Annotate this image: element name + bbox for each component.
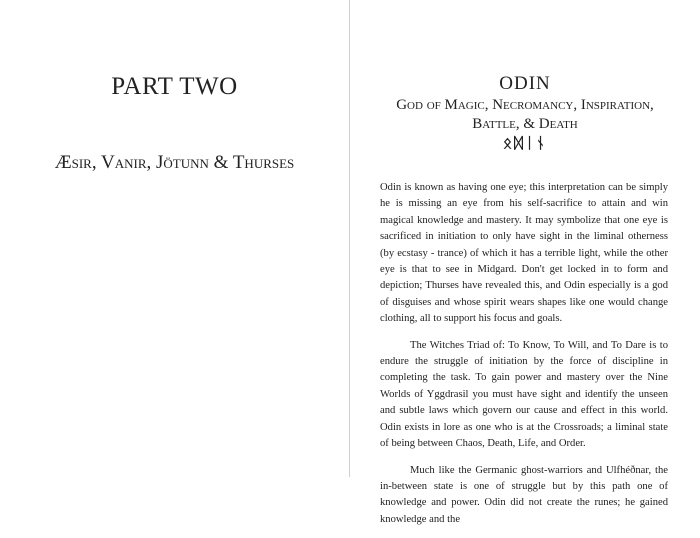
left-page <box>0 0 349 477</box>
body-paragraph: Much like the Germanic ghost-warriors and Ulfhéðnar, the in-between state is one of struggle but by this path one of knowledge and power. Odin did not create the runes; he gained knowledge and the <box>380 464 668 525</box>
body-paragraph: Odin is known as having one eye; this interpretation can be simply he is missing an eye from his self-sacrifice to attain and win magical knowledge and mastery. It may symbolize that one eye is sacrificed in initiation to only have sight in the liminal otherness (by ecstasy - trance) of which it has a terrible light, while the other eye is that to see in Midgard. Don't get locked in to form and depiction; Thurses have revealed this, and Odin especially is a god of disguises and whose spirit wears shapes like one would change clothing, all to support his focus and goals. <box>380 182 668 325</box>
chapter-subtitle-line-1: God of Magic, Necromancy, Inspiration, <box>396 97 654 113</box>
part-subtitle: Æsir, Vanir, Jötunn & Thurses <box>54 152 295 173</box>
chapter-body <box>380 180 668 538</box>
chapter-subtitle <box>380 96 670 134</box>
rune-inscription: ᛟᛞᛁᚾ <box>502 134 547 152</box>
right-page <box>350 0 700 525</box>
chapter-subtitle-line-2: Battle, & Death <box>472 116 578 132</box>
chapter-title: ODIN <box>499 73 551 94</box>
body-paragraph: The Witches Triad of: To Know, To Will, and To Dare is to endure the struggle of initiation by the force of discipline in completing the task. To gain power and mastery over the Nine Worlds of Yggdrasil you must have sight and identify the unseen and subtle laws which govern our cause and effect in this world. Odin exists in lore as one who is at the Crossroads; a liminal state of being between Chaos, Death, Life, and Order. <box>380 339 668 450</box>
part-title: PART TWO <box>111 73 238 100</box>
